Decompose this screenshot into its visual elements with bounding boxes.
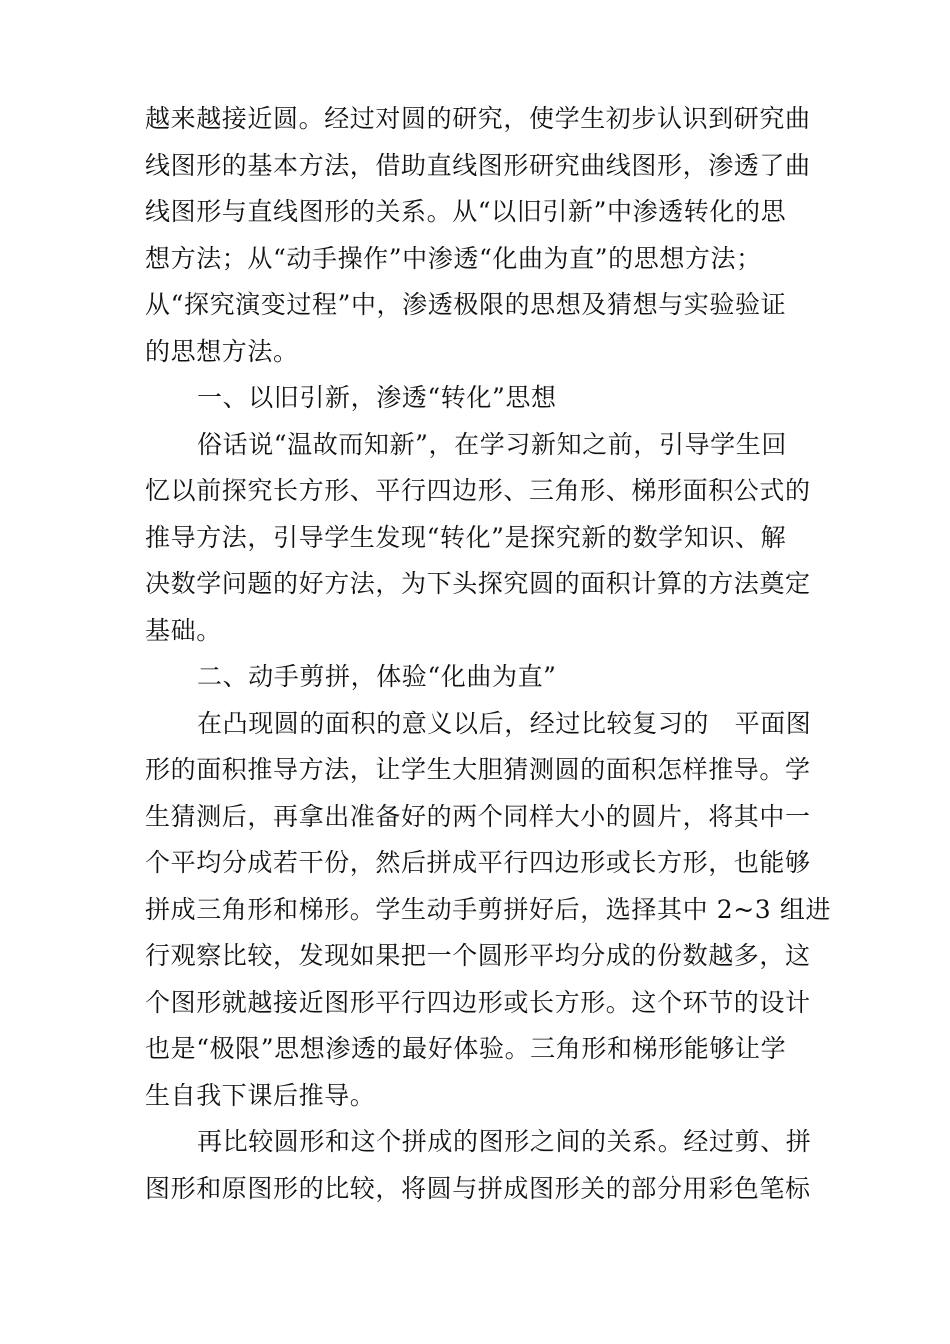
body-text — [145, 96, 832, 1212]
text-line: 行观察比较，发现如果把一个圆形平均分成的份数越多，这 — [145, 941, 811, 970]
text-line: 拼成三角形和梯形。学生动手剪拼好后，选择其中 2~3 组进 — [145, 894, 832, 924]
section-heading: 一、以旧引新，渗透“转化”思想 — [197, 383, 557, 412]
text-line: 形的面积推导方法，让学生大胆猜测圆的面积怎样推导。学 — [145, 755, 811, 784]
text-line: 线图形与直线图形的关系。从“以旧引新”中渗透转化的思 — [145, 197, 787, 226]
text-line: 忆以前探究长方形、平行四边形、三角形、梯形面积公式的 — [145, 476, 811, 505]
text-line: 个平均分成若干份，然后拼成平行四边形或长方形，也能够 — [145, 848, 811, 877]
text-line: 个图形就越接近图形平行四边形或长方形。这个环节的设计 — [145, 987, 811, 1017]
text-line: 想方法；从“动手操作”中渗透“化曲为直”的思想方法； — [145, 243, 762, 273]
text-line: 基础。 — [145, 615, 222, 645]
text-line: 生猜测后，再拿出准备好的两个同样大小的圆片，将其中一 — [145, 801, 811, 831]
text-line: 的思想方法。 — [145, 336, 299, 366]
text-line: 从“探究演变过程”中，渗透极限的思想及猜想与实验验证 — [145, 290, 787, 319]
section-heading: 二、动手剪拼，体验“化曲为直” — [197, 662, 557, 691]
text-line: 也是“极限”思想渗透的最好体验。三角形和梯形能够让学 — [145, 1034, 787, 1063]
text-line: 推导方法，引导学生发现“转化”是探究新的数学知识、解 — [145, 522, 787, 552]
text-line: 线图形的基本方法，借助直线图形研究曲线图形，渗透了曲 — [145, 150, 811, 180]
text-line: 图形和原图形的比较，将圆与拼成图形关的部分用彩色笔标 — [145, 1173, 811, 1203]
text-line: 在凸现圆的面积的意义以后，经过比较复习的 平面图 — [197, 708, 812, 738]
text-line: 俗话说“温故而知新”，在学习新知之前，引导学生回 — [197, 429, 787, 459]
text-line: 生自我下课后推导。 — [145, 1080, 376, 1110]
text-line: 再比较圆形和这个拼成的图形之间的关系。经过剪、拼 — [197, 1127, 812, 1156]
text-line: 决数学问题的好方法，为下头探究圆的面积计算的方法奠定 — [145, 569, 811, 598]
text-line: 越来越接近圆。经过对圆的研究，使学生初步认识到研究曲 — [145, 104, 811, 133]
